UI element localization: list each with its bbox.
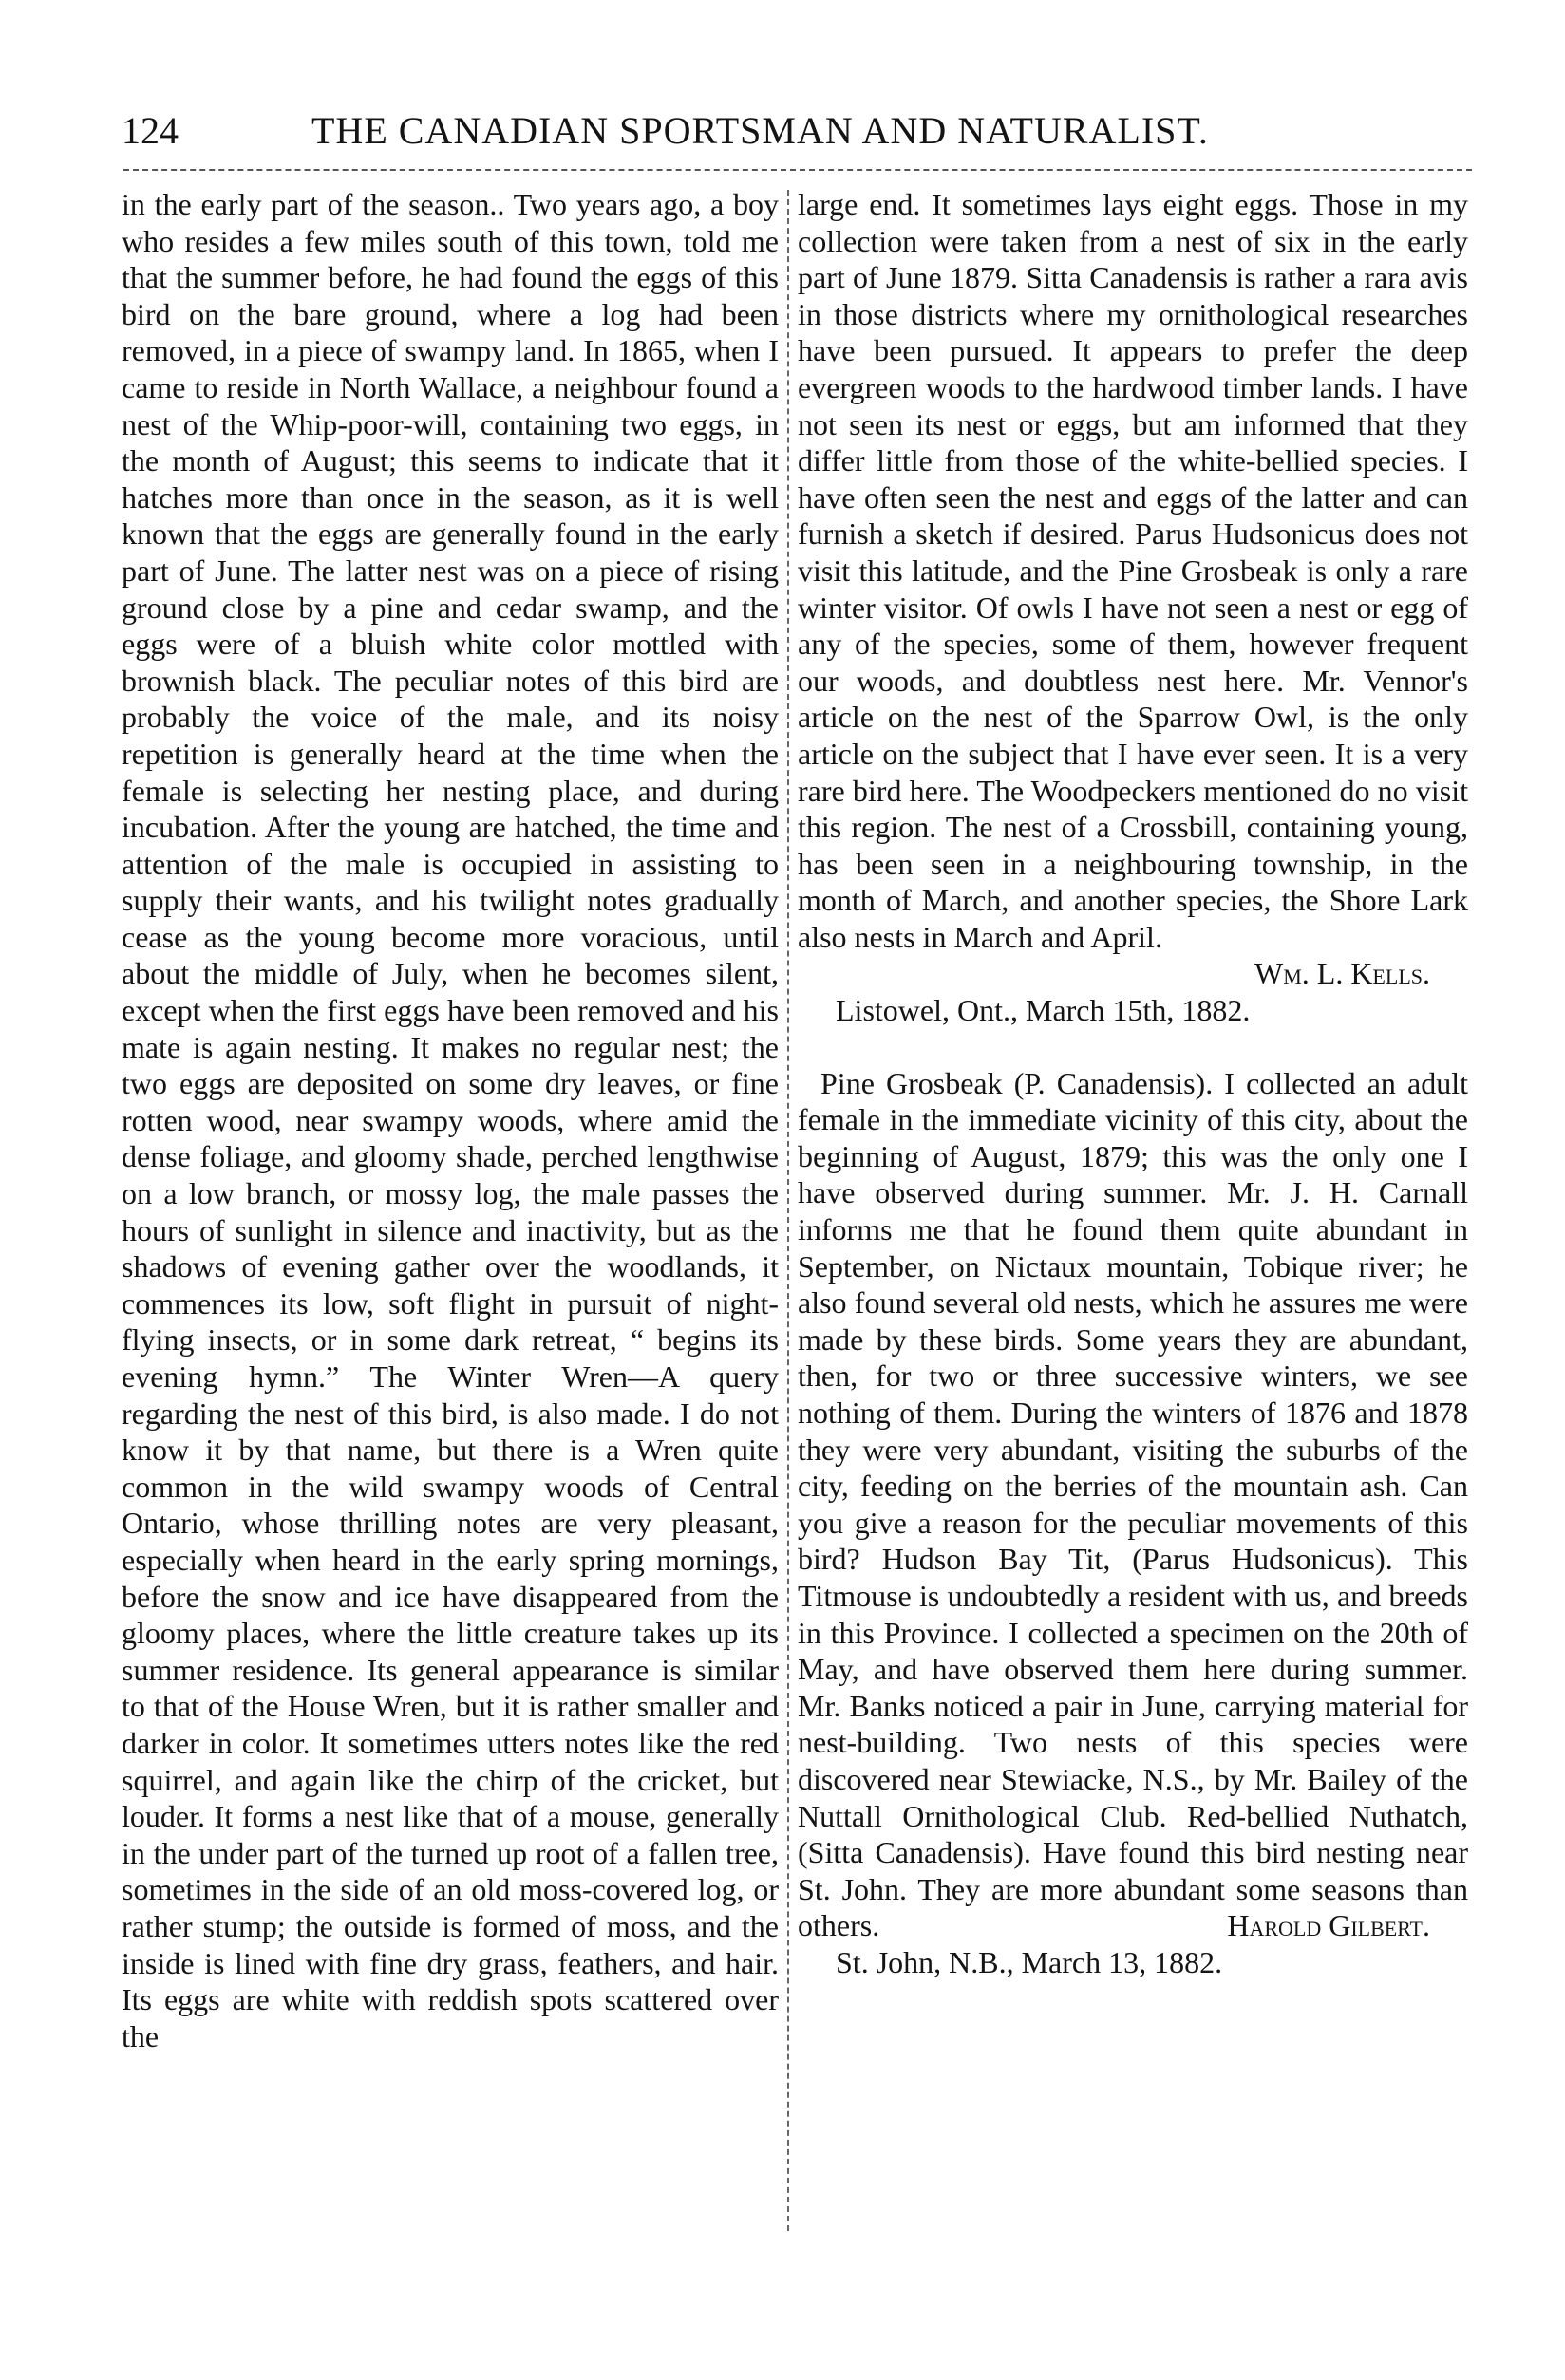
- gilbert-letter-body: Pine Grosbeak (P. Canadensis). I collected an adult female in the immediate vicinity of this city, about the beginning of August, 1879; this was the only one I have observed during summer. Mr. J. H. Carnall informs me that he found them quite abundant in September, on Nictaux mountain, Tobique river; he also found several old nests, which he assures me were made by these birds. Some years they are abundant, then, for two or three successive winters, we see nothing of them. During the winters of 1876 and 1878 they were very abundant, visiting the suburbs of the city, feeding on the berries of the mountain ash. Can you give a reason for the peculiar movements of this bird? Hudson Bay Tit, (Parus Hudsonicus). This Titmouse is undoubtedly a resident with us, and breeds in this Province. I collected a specimen on the 20th of May, and have observed them here during summer. Mr. Banks noticed a pair in June, carrying material for nest-building. Two nests of this species were discovered near Stewiacke, N.S., by Mr. Bailey of the Nuttall Ornithological Club. Red-bellied Nuthatch, (Sitta Canadensis). Have found this bird nesting near St. John. They are more abundant some seasons than others.: [798, 1065, 1468, 1943]
- kells-signature: Wm. L. Kells.: [1254, 956, 1430, 991]
- column-divider: [787, 190, 789, 2231]
- kells-letter-text: large end. It sometimes lays eight eggs. Those in my collection were taken from a nest of six in the early part of June 1879. Sitta Canadensis is rather a rara avis in those districts where my ornithological researches have been pursued. It appears to prefer the deep evergreen woods to the hardwood timber lands. I have not seen its nest or eggs, but am informed that they differ little from those of the white-bellied species. I have often seen the nest and eggs of the latter and can furnish a sketch if desired. Parus Hudsonicus does not visit this latitude, and the Pine Grosbeak is only a rare winter visitor. Of owls I have not seen a nest or egg of any of the species, some of them, however frequent our woods, and doubtless nest here. Mr. Vennor's article on the nest of the Sparrow Owl, is the only article on the subject that I have ever seen. It is a very rare bird here. The Woodpeckers mentioned do no visit this region. The nest of a Crossbill, containing young, has been seen in a neighbouring township, in the month of March, and another species, the Shore Lark also nests in March and April.: [798, 187, 1468, 954]
- header-rule: [123, 169, 1472, 171]
- page-number: 124: [122, 109, 179, 152]
- kells-dateline: Listowel, Ont., March 15th, 1882.: [836, 993, 1251, 1028]
- section-gap: [798, 1029, 1468, 1065]
- running-title: THE CANADIAN SPORTSMAN AND NATURALIST.: [311, 109, 1209, 152]
- gilbert-dateline: St. John, N.B., March 13, 1882.: [836, 1944, 1223, 1979]
- right-column: [798, 186, 1468, 2275]
- gilbert-letter-text: [798, 1065, 1468, 1944]
- page-header: [122, 103, 1475, 159]
- left-column: [122, 186, 779, 2275]
- left-column-text: in the early part of the season.. Two years ago, a boy who resides a few miles south of this town, told me that the summer before, he had found the eggs of this bird on the bare ground, where a log had been removed, in a piece of swampy land. In 1865, when I came to reside in North Wallace, a neighbour found a nest of the Whip-poor-will, containing two eggs, in the month of August; this seems to indicate that it hatches more than once in the season, as it is well known that the eggs are generally found in the early part of June. The latter nest was on a piece of rising ground close by a pine and cedar swamp, and the eggs were of a bluish white color mottled with brownish black. The peculiar notes of this bird are probably the voice of the male, and its noisy repetition is generally heard at the time when the female is selecting her nesting place, and during incubation. After the young are hatched, the time and attention of the male is occupied in assisting to supply their wants, and his twilight notes gradually cease as the young become more voracious, until about the middle of July, when he becomes silent, except when the first eggs have been removed and his mate is again nesting. It makes no regular nest; the two eggs are deposited on some dry leaves, or fine rotten wood, near swampy woods, where amid the dense foliage, and gloomy shade, perched lengthwise on a low branch, or mossy log, the male passes the hours of sunlight in silence and inactivity, but as the shadows of evening gather over the woodlands, it commences its low, soft flight in pursuit of night-flying insects, or in some dark retreat, “ begins its evening hymn.” The Winter Wren—A query regarding the nest of this bird, is also made. I do not know it by that name, but there is a Wren quite common in the wild swampy woods of Central Ontario, whose thrilling notes are very pleasant, especially when heard in the early spring mornings, before the snow and ice have disappeared from the gloomy places, where the little creature takes up its summer residence. Its general appearance is similar to that of the House Wren, but it is rather smaller and darker in color. It sometimes utters notes like the red squirrel, and again like the chirp of the cricket, but louder. It forms a nest like that of a mouse, generally in the under part of the turned up root of a fallen tree, sometimes in the side of an old moss-covered log, or rather stump; the outside is formed of moss, and the inside is lined with fine dry grass, feathers, and hair. Its eggs are white with reddish spots scattered over the: [122, 187, 779, 2053]
- gilbert-signature: Harold Gilbert.: [1227, 1908, 1430, 1943]
